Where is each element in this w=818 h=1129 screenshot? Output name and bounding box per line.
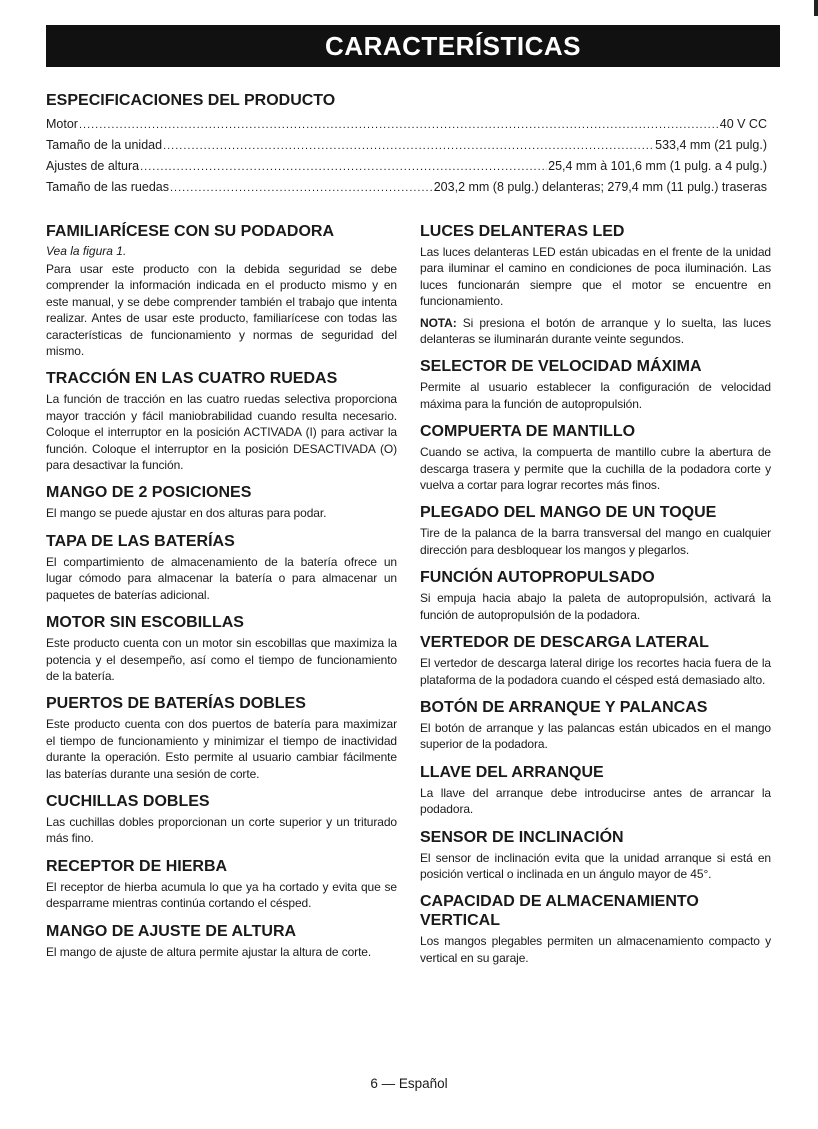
- scan-edge-mark: [814, 0, 818, 16]
- note-text: Si presiona el botón de arranque y lo suelta, las luces delanteras se iluminarán durante veinte segundos.: [420, 315, 771, 347]
- section-dual-battery-ports: [46, 694, 397, 782]
- section-self-propelled: [420, 568, 771, 623]
- section-text: Este producto cuenta con un motor sin escobillas que maximiza la potencia y el desempeño, así como el tiempo de funcionamiento de la batería.: [46, 636, 397, 683]
- spec-label: Tamaño de las ruedas: [46, 180, 169, 194]
- section-title: CUCHILLAS DOBLES: [46, 792, 210, 810]
- section-title: LUCES DELANTERAS LED: [420, 223, 625, 240]
- section-text: Si empuja hacia abajo la paleta de autopropulsión, activará la función de autopropulsión de la podadora.: [420, 591, 771, 622]
- spec-label: Motor: [46, 117, 78, 131]
- section-battery-cover: [46, 532, 397, 603]
- spec-row-height-settings: [46, 156, 767, 177]
- section-max-speed-selector: [420, 357, 771, 412]
- section-title: BOTÓN DE ARRANQUE Y PALANCAS: [420, 698, 708, 716]
- page-header-banner: [46, 25, 780, 67]
- section-text: Cuando se activa, la compuerta de mantillo cubre la abertura de descarga trasera y permite que la cuchilla de la podadora corte y vuelva a cortar para lograr recortes más finos.: [420, 445, 771, 493]
- section-text: El vertedor de descarga lateral dirige los recortes hacia fuera de la plataforma de la podadora cuando el césped está demasiado alto.: [420, 656, 771, 687]
- spec-leader-dots: [140, 157, 547, 178]
- section-text: Los mangos plegables permiten un almacenamiento compacto y vertical en su garaje.: [420, 934, 771, 965]
- section-title: CAPACIDAD DE ALMACENAMIENTO VERTICAL: [420, 893, 699, 930]
- specs-title: ESPECIFICACIONES DEL PRODUCTO: [46, 92, 336, 109]
- spec-row-motor: [46, 114, 767, 135]
- section-four-wheel-drive: [46, 369, 397, 473]
- section-title: RECEPTOR DE HIERBA: [46, 857, 228, 875]
- section-title: VERTEDOR DE DESCARGA LATERAL: [420, 634, 709, 652]
- section-title: MOTOR SIN ESCOBILLAS: [46, 614, 244, 632]
- section-title: PUERTOS DE BATERÍAS DOBLES: [46, 695, 306, 713]
- specs-list: [46, 114, 767, 198]
- section-mulching-door: [420, 422, 771, 493]
- section-title: MANGO DE AJUSTE DE ALTURA: [46, 922, 297, 940]
- section-title: COMPUERTA DE MANTILLO: [420, 423, 636, 441]
- section-text: El receptor de hierba acumula lo que ya ha cortado y evita que se desparrame mientras continúa cortando el césped.: [46, 879, 397, 911]
- section-grass-catcher: [46, 857, 397, 912]
- section-text: El mango de ajuste de altura permite ajustar la altura de corte.: [46, 944, 372, 959]
- section-brushless-motor: [46, 613, 397, 684]
- spec-row-unit-size: [46, 135, 767, 156]
- right-column: [420, 222, 771, 976]
- spec-value: 203,2 mm (8 pulg.) delanteras; 279,4 mm (11 pulg.) traseras: [433, 180, 767, 194]
- section-title: LLAVE DEL ARRANQUE: [420, 763, 604, 781]
- page-title: CARACTERÍSTICAS: [325, 30, 581, 61]
- section-vertical-storage: [420, 892, 771, 966]
- section-title: SELECTOR DE VELOCIDAD MÁXIMA: [420, 358, 702, 376]
- spec-leader-dots: [79, 115, 719, 136]
- section-one-touch-fold: [420, 503, 771, 558]
- note-label: NOTA:: [420, 315, 457, 330]
- section-text: La llave del arranque debe introducirse antes de arrancar la podadora.: [420, 785, 771, 817]
- page-number: 6 — Español: [370, 1076, 448, 1091]
- spec-leader-dots: [163, 136, 654, 157]
- section-text: El sensor de inclinación evita que la unidad arranque si está en posición vertical o inclinada en un ángulo mayor de 45°.: [420, 850, 771, 881]
- section-text: Este producto cuenta con dos puertos de batería para maximizar el tiempo de funcionamiento y minimizar el tiempo de inactividad durante la operación. Esto permite al usuario cambiar fácilmente las baterías durante una sesión de corte.: [46, 717, 397, 781]
- section-led-headlights: [420, 222, 771, 347]
- page-footer: [0, 1076, 818, 1091]
- section-title: MANGO DE 2 POSICIONES: [46, 484, 252, 502]
- figure-reference: Vea la figura 1.: [46, 244, 127, 258]
- spec-value: 40 V CC: [719, 117, 767, 131]
- spec-value: 533,4 mm (21 pulg.): [655, 138, 767, 152]
- section-familiarize: [46, 222, 397, 359]
- section-text: Para usar este producto con la debida seguridad se debe comprender la información indicada en el producto mismo y en este manual, y se debe comprender también el trabajo que intenta realizar. Antes de usar este producto, familiarícese con todas las características de funcionamiento y normas de seguridad del mismo.: [46, 262, 397, 359]
- section-start-key: [420, 763, 771, 818]
- section-side-discharge: [420, 633, 771, 688]
- section-text: El botón de arranque y las palancas están ubicados en el mango superior de la podadora.: [420, 720, 771, 752]
- section-text: El mango se puede ajustar en dos alturas para podar.: [46, 506, 327, 521]
- spec-row-wheel-size: [46, 177, 767, 198]
- left-column: [46, 222, 397, 970]
- section-title: FAMILIARÍCESE CON SU PODADORA: [46, 223, 335, 240]
- section-title: SENSOR DE INCLINACIÓN: [420, 828, 624, 846]
- section-text: Las luces delanteras LED están ubicadas en el frente de la unidad para iluminar el camino en condiciones de poca iluminación. Las luces funcionarán siempre que el motor se encuentre en funcionamiento.: [420, 245, 771, 309]
- section-title: PLEGADO DEL MANGO DE UN TOQUE: [420, 504, 717, 522]
- section-title: FUNCIÓN AUTOPROPULSADO: [420, 569, 655, 587]
- section-two-position-handle: [46, 483, 397, 521]
- spec-label: Ajustes de altura: [46, 159, 140, 173]
- spec-leader-dots: [170, 178, 433, 199]
- section-dual-blades: [46, 792, 397, 847]
- section-height-adjust-handle: [46, 922, 397, 960]
- spec-label: Tamaño de la unidad: [46, 138, 163, 152]
- note-paragraph: [420, 315, 771, 348]
- section-text: Permite al usuario establecer la configuración de velocidad máxima para la función de autopropulsión.: [420, 380, 771, 411]
- section-text: Tire de la palanca de la barra transversal del mango en cualquier dirección para desbloquear los mangos y plegarlos.: [420, 526, 771, 557]
- section-start-button-levers: [420, 698, 771, 753]
- section-title: TAPA DE LAS BATERÍAS: [46, 532, 235, 550]
- section-text: Las cuchillas dobles proporcionan un corte superior y un triturado más fino.: [46, 814, 397, 846]
- spec-value: 25,4 mm à 101,6 mm (1 pulg. a 4 pulg.): [548, 159, 767, 173]
- section-title: TRACCIÓN EN LAS CUATRO RUEDAS: [46, 370, 338, 388]
- section-text: El compartimiento de almacenamiento de la batería ofrece un lugar cómodo para almacenar la batería o para almacenar un paquetes de baterías adicional.: [46, 554, 397, 602]
- section-text: La función de tracción en las cuatro ruedas selectiva proporciona mayor tracción y fácil maniobrabilidad cuando resulta necesario. Coloque el interruptor en la posición ACTIVADA (I) para activar la función. Coloque el interruptor en la posición DESACTIVADA (O) para desactivar la función.: [46, 392, 397, 473]
- section-tilt-sensor: [420, 828, 771, 883]
